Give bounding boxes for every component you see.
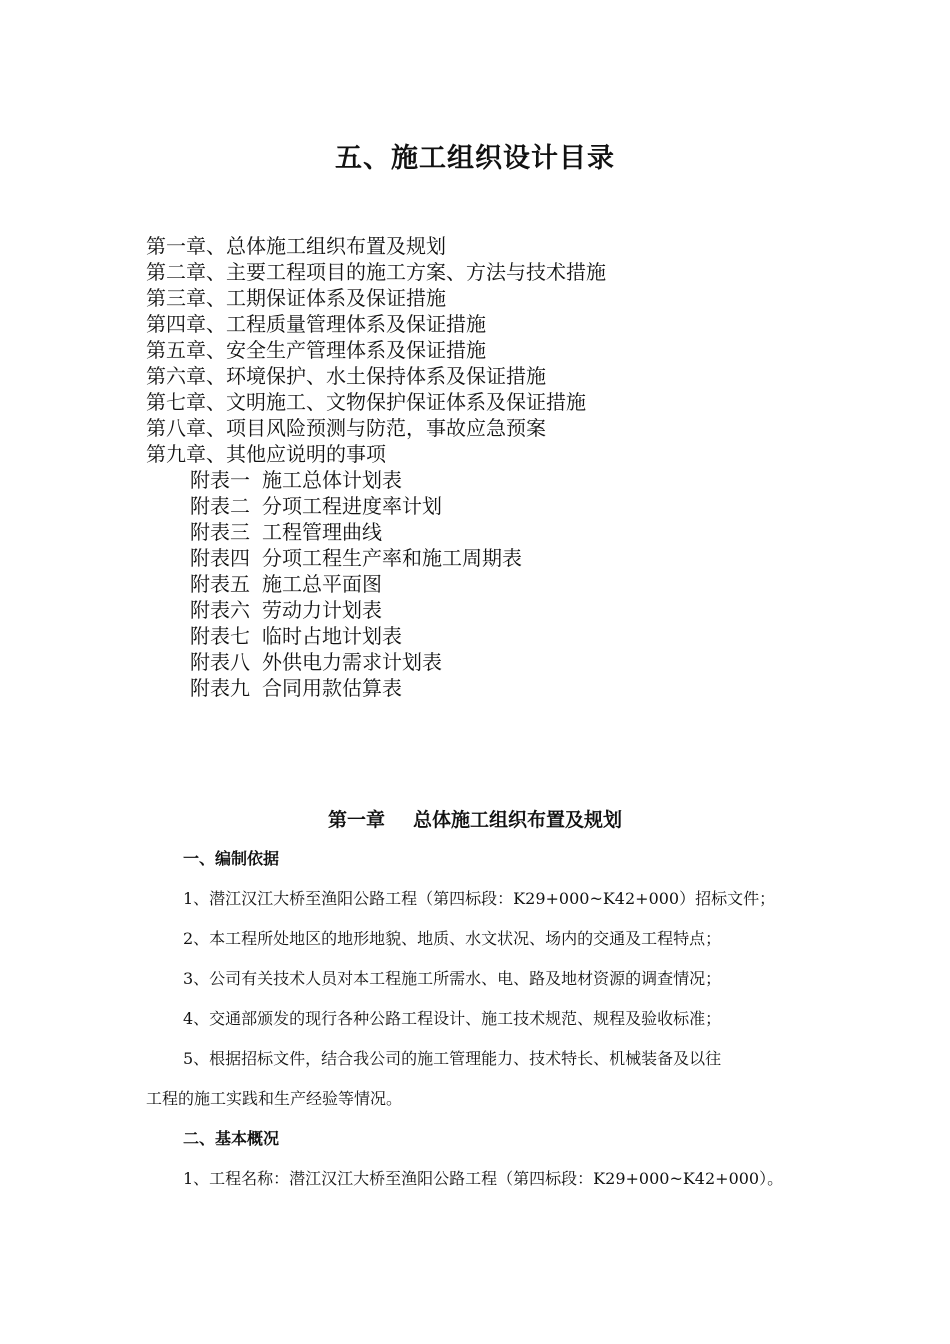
toc-appendix-7	[146, 623, 606, 649]
basis-item-4: 4、交通部颁发的现行各种公路工程设计、施工技术规范、规程及验收标准；	[183, 1009, 722, 1028]
toc-item-chapter-9: 第九章、其他应说明的事项	[146, 442, 386, 466]
appendix-label: 附表八	[190, 650, 250, 674]
overview-item-1: 1、工程名称：潜江汉江大桥至渔阳公路工程（第四标段：K29+000~K42+000）。	[183, 1169, 784, 1188]
section-heading-basis: 一、编制依据	[183, 849, 280, 868]
toc-appendix-9	[146, 675, 606, 701]
appendix-text: 外供电力需求计划表	[262, 650, 442, 674]
toc-appendix-6	[146, 597, 606, 623]
toc-appendix-2	[146, 493, 606, 519]
toc-item-chapter-3: 第三章、工期保证体系及保证措施	[146, 286, 446, 310]
appendix-text: 合同用款估算表	[262, 676, 402, 700]
toc-item-chapter-6: 第六章、环境保护、水土保持体系及保证措施	[146, 364, 546, 388]
basis-item-3: 3、公司有关技术人员对本工程施工所需水、电、路及地材资源的调查情况；	[183, 969, 722, 988]
toc-item-chapter-1: 第一章、总体施工组织布置及规划	[146, 234, 446, 258]
toc-item-chapter-7: 第七章、文明施工、文物保护保证体系及保证措施	[146, 390, 586, 414]
appendix-text: 施工总体计划表	[262, 468, 402, 492]
appendix-label: 附表三	[190, 520, 250, 544]
appendix-text: 工程管理曲线	[262, 520, 382, 544]
toc-appendix-4	[146, 545, 606, 571]
document-title: 五、施工组织设计目录	[335, 143, 615, 174]
appendix-text: 施工总平面图	[262, 572, 382, 596]
chapter-heading	[0, 805, 950, 832]
basis-item-2: 2、本工程所处地区的地形地貌、地质、水文状况、场内的交通及工程特点；	[183, 929, 722, 948]
chapter-number: 第一章	[327, 809, 385, 831]
appendix-text: 临时占地计划表	[262, 624, 402, 648]
toc-item-chapter-4: 第四章、工程质量管理体系及保证措施	[146, 312, 486, 336]
toc-appendix-3	[146, 519, 606, 545]
toc-item-chapter-2: 第二章、主要工程项目的施工方案、方法与技术措施	[146, 260, 606, 284]
toc-item-chapter-8: 第八章、项目风险预测与防范，事故应急预案	[146, 416, 546, 440]
toc-appendix-1	[146, 467, 606, 493]
table-of-contents	[146, 233, 606, 701]
toc-appendix-5	[146, 571, 606, 597]
appendix-text: 分项工程进度率计划	[262, 494, 442, 518]
basis-item-1: 1、潜江汉江大桥至渔阳公路工程（第四标段：K29+000~K42+000）招标文件；	[183, 889, 776, 908]
chapter-title-text: 总体施工组织布置及规划	[413, 809, 623, 831]
appendix-label: 附表四	[190, 546, 250, 570]
appendix-text: 劳动力计划表	[262, 598, 382, 622]
appendix-label: 附表七	[190, 624, 250, 648]
appendix-label: 附表五	[190, 572, 250, 596]
appendix-label: 附表九	[190, 676, 250, 700]
basis-item-5-continued: 工程的施工实践和生产经验等情况。	[146, 1089, 403, 1108]
appendix-text: 分项工程生产率和施工周期表	[262, 546, 522, 570]
appendix-label: 附表六	[190, 598, 250, 622]
toc-item-chapter-5: 第五章、安全生产管理体系及保证措施	[146, 338, 486, 362]
toc-appendix-8	[146, 649, 606, 675]
appendix-label: 附表二	[190, 494, 250, 518]
section-heading-overview: 二、基本概况	[183, 1129, 280, 1148]
basis-item-5: 5、根据招标文件，结合我公司的施工管理能力、技术特长、机械装备及以往	[183, 1049, 722, 1068]
appendix-label: 附表一	[190, 468, 250, 492]
